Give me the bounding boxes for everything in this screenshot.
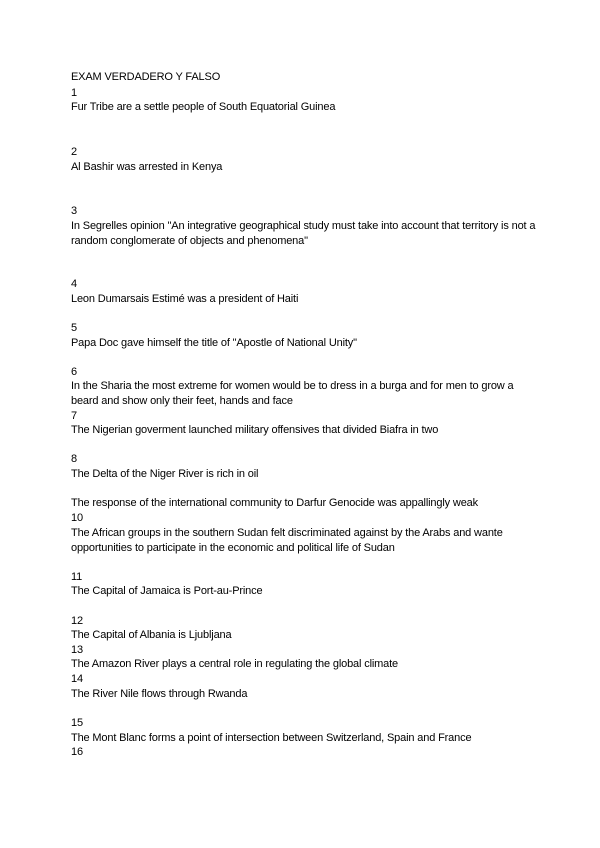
item-statement: The River Nile flows through Rwanda <box>71 688 248 700</box>
item-number: 8 <box>71 453 77 465</box>
item-number: 3 <box>71 205 77 217</box>
item-number: 15 <box>71 717 83 729</box>
exam-title: EXAM VERDADERO Y FALSO <box>71 71 221 83</box>
item-statement: The response of the international community to Darfur Genocide was appallingly weak <box>71 497 478 509</box>
item-number: 6 <box>71 366 77 378</box>
item-statement: Leon Dumarsais Estimé was a president of Haiti <box>71 293 299 305</box>
item-statement: The Capital of Jamaica is Port-au-Prince <box>71 585 263 597</box>
item-number: 14 <box>71 673 83 685</box>
item-number: 12 <box>71 615 83 627</box>
item-statement: The Amazon River plays a central role in regulating the global climate <box>71 658 399 670</box>
item-number: 11 <box>71 571 83 583</box>
item-number: 16 <box>71 746 83 758</box>
item-statement: Papa Doc gave himself the title of "Apostle of National Unity" <box>71 337 357 349</box>
item-statement: Fur Tribe are a settle people of South Equatorial Guinea <box>71 101 336 113</box>
item-statement: In Segrelles opinion "An integrative geographical study must take into account that territory is not a random conglomerate of objects and phenomena" <box>71 220 536 247</box>
item-number: 5 <box>71 322 77 334</box>
item-statement: In the Sharia the most extreme for women would be to dress in a burga and for men to grow a beard and show only their feet, hands and face <box>71 380 514 407</box>
item-number: 13 <box>71 644 83 656</box>
item-number: 10 <box>71 512 83 524</box>
item-number: 1 <box>71 87 77 99</box>
item-statement: The Mont Blanc forms a point of intersection between Switzerland, Spain and France <box>71 732 472 744</box>
item-number: 7 <box>71 410 77 422</box>
item-statement: Al Bashir was arrested in Kenya <box>71 161 223 173</box>
item-statement: The African groups in the southern Sudan felt discriminated against by the Arabs and wante opportunities to participate in the economic and political life of Sudan <box>71 527 503 554</box>
item-number: 4 <box>71 278 77 290</box>
item-statement: The Nigerian goverment launched military offensives that divided Biafra in two <box>71 424 439 436</box>
item-statement: The Delta of the Niger River is rich in oil <box>71 468 259 480</box>
item-statement: The Capital of Albania is Ljubljana <box>71 629 232 641</box>
item-number: 2 <box>71 146 77 158</box>
